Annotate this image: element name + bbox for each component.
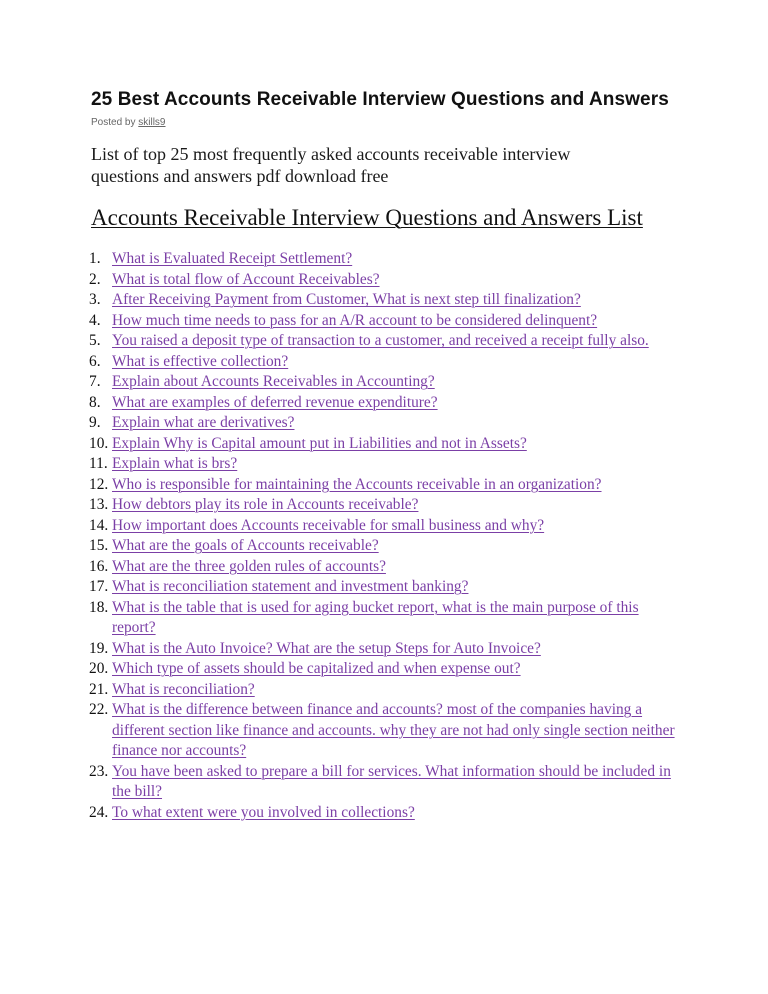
question-link[interactable]: Who is responsible for maintaining the Accounts receivable in an organization? bbox=[112, 475, 602, 493]
question-link[interactable]: How debtors play its role in Accounts receivable? bbox=[112, 496, 419, 513]
document-page bbox=[91, 88, 691, 823]
question-number: 19. bbox=[89, 639, 109, 657]
question-item bbox=[89, 495, 689, 516]
question-link[interactable]: Which type of assets should be capitalized and when expense out? bbox=[112, 660, 521, 677]
question-item bbox=[89, 454, 689, 475]
question-item bbox=[89, 803, 689, 824]
question-link[interactable]: Explain Why is Capital amount put in Liabilities and not in Assets? bbox=[112, 434, 527, 452]
question-link[interactable]: What is effective collection? bbox=[112, 352, 289, 370]
posted-by-line bbox=[91, 117, 691, 129]
question-number: 9. bbox=[89, 414, 101, 431]
question-link[interactable]: What is reconciliation statement and investment banking? bbox=[112, 578, 469, 595]
question-link[interactable]: Explain what are derivatives? bbox=[112, 414, 295, 431]
question-number: 24. bbox=[89, 803, 109, 821]
question-link[interactable]: What is the Auto Invoice? What are the setup Steps for Auto Invoice? bbox=[112, 639, 541, 657]
question-number: 18. bbox=[89, 598, 109, 616]
question-link[interactable]: To what extent were you involved in collections? bbox=[112, 803, 415, 821]
question-item bbox=[89, 659, 689, 680]
question-number: 11. bbox=[89, 455, 108, 472]
question-link[interactable]: What is the difference between finance and accounts? most of the companies having a different section like finance and accounts. why they are not had only single section neither finance nor accounts? bbox=[112, 701, 675, 759]
question-link[interactable]: What is reconciliation? bbox=[112, 680, 255, 698]
question-number: 23. bbox=[89, 762, 109, 780]
question-number: 14. bbox=[89, 516, 109, 534]
section-heading: Accounts Receivable Interview Questions and Answers List bbox=[91, 205, 643, 230]
question-link[interactable]: You raised a deposit type of transaction to a customer, and received a receipt fully also. bbox=[112, 332, 649, 349]
question-link[interactable]: What are examples of deferred revenue expenditure? bbox=[112, 393, 438, 411]
question-number: 22. bbox=[89, 701, 109, 718]
question-link[interactable]: What are the goals of Accounts receivable? bbox=[112, 537, 379, 554]
question-link[interactable]: Explain what is brs? bbox=[112, 455, 238, 472]
question-item bbox=[89, 577, 689, 598]
question-link[interactable]: What is Evaluated Receipt Settlement? bbox=[112, 250, 353, 267]
author-link[interactable]: skills9 bbox=[138, 117, 166, 128]
question-item bbox=[89, 352, 689, 373]
question-item bbox=[89, 434, 689, 455]
question-link[interactable]: How important does Accounts receivable for small business and why? bbox=[112, 516, 545, 534]
question-number: 8. bbox=[89, 393, 101, 411]
question-item bbox=[89, 639, 689, 660]
question-number: 1. bbox=[89, 250, 101, 267]
question-item bbox=[89, 270, 689, 291]
question-number: 21. bbox=[89, 680, 109, 698]
question-number: 6. bbox=[89, 352, 101, 370]
question-link[interactable]: After Receiving Payment from Customer, What is next step till finalization? bbox=[112, 291, 581, 308]
intro-paragraph: List of top 25 most frequently asked accounts receivable interview questions and answers pdf download free bbox=[91, 144, 571, 186]
question-number: 20. bbox=[89, 660, 109, 677]
question-link[interactable]: Explain about Accounts Receivables in Accounting? bbox=[112, 373, 435, 390]
question-number: 16. bbox=[89, 557, 109, 575]
question-item bbox=[89, 536, 689, 557]
question-item bbox=[89, 249, 689, 270]
question-item bbox=[89, 393, 689, 414]
question-number: 2. bbox=[89, 270, 101, 288]
question-list bbox=[89, 249, 689, 823]
question-number: 4. bbox=[89, 311, 101, 329]
question-number: 12. bbox=[89, 475, 109, 493]
question-item bbox=[89, 372, 689, 393]
question-item bbox=[89, 680, 689, 701]
question-number: 15. bbox=[89, 537, 109, 554]
question-number: 3. bbox=[89, 291, 101, 308]
question-number: 17. bbox=[89, 578, 109, 595]
question-link[interactable]: What is the table that is used for aging bucket report, what is the main purpose of this report? bbox=[112, 598, 639, 636]
posted-by-label: Posted by bbox=[91, 117, 139, 128]
question-item bbox=[89, 413, 689, 434]
question-item bbox=[89, 598, 689, 639]
question-link[interactable]: What are the three golden rules of accounts? bbox=[112, 557, 386, 575]
question-item bbox=[89, 311, 689, 332]
question-link[interactable]: You have been asked to prepare a bill for services. What information should be included in the bill? bbox=[112, 762, 671, 800]
question-item bbox=[89, 331, 689, 352]
question-link[interactable]: What is total flow of Account Receivables? bbox=[112, 270, 380, 288]
question-item bbox=[89, 557, 689, 578]
question-item bbox=[89, 290, 689, 311]
article-title: 25 Best Accounts Receivable Interview Questions and Answers bbox=[91, 89, 669, 110]
question-number: 10. bbox=[89, 434, 109, 452]
question-item bbox=[89, 475, 689, 496]
question-number: 13. bbox=[89, 496, 109, 513]
question-link[interactable]: How much time needs to pass for an A/R account to be considered delinquent? bbox=[112, 311, 598, 329]
question-item bbox=[89, 516, 689, 537]
question-item bbox=[89, 762, 689, 803]
question-number: 5. bbox=[89, 332, 101, 349]
question-number: 7. bbox=[89, 373, 101, 390]
question-item bbox=[89, 700, 689, 762]
